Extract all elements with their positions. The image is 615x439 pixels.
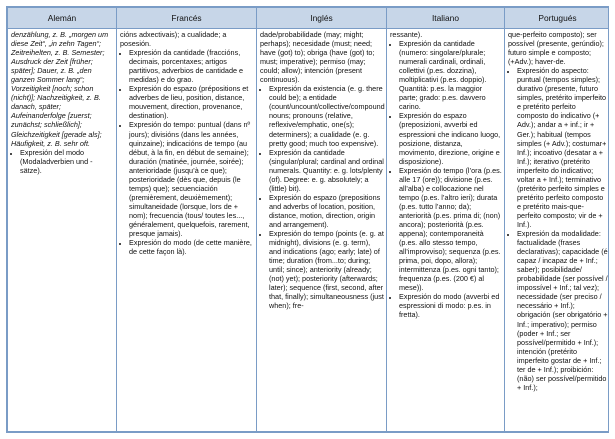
header-portugues: Portugués bbox=[505, 8, 610, 29]
cell-intro-text: cións adxectivais); a cualidade; a posesión. bbox=[120, 30, 227, 49]
cell-bullet-list bbox=[11, 148, 114, 175]
cell-aleman bbox=[8, 29, 117, 432]
list-item: • Expresión da cantidade (singular/plural; cardinal and ordinal numerals. Quantity: e. g. lots/plenty (of). Degree: e. g. absolutely; a (little) bit). bbox=[269, 148, 384, 193]
cell-italiano bbox=[387, 29, 505, 432]
language-comparison-table bbox=[7, 7, 609, 432]
cell-intro-text: que-perfeito composto); ser possível (presente, gerúndio); futuro simple e composto; (+Adv.); haver-de. bbox=[508, 30, 604, 67]
content-row bbox=[8, 29, 610, 432]
header-aleman: Alemán bbox=[8, 8, 117, 29]
list-item: • Expresión do tempo (points (e. g. at midnight), divisions (e. g. term), and indications (ago; early; late) of time; duration (from...to; during; until; since); anteriority (already; (not) yet); posteriority (afterwards; later); sequence (first, second, after that, finally); simultaneousness (just when); fre- bbox=[269, 229, 384, 310]
list-item: • Expresión da cantidade (numero: singolare/plurale; numerali cardinali, ordinali, collettivi (p.es. dozzina), moltiplicativi (p.es. doppio). Quantità: p.es. la maggior parte; grado: p.es. davvero carino. bbox=[399, 39, 502, 111]
list-item: • Expresión da existencia (e. g. there could be); a entidade (count/uncount/collective/compound nouns; pronouns (relative, reflexive/emphatic, one(s); determiners); a cualidade (e. g. pretty good; much too expensive). bbox=[269, 84, 384, 147]
cell-intro-text: denzählung, z. B. „morgen um diese Zeit“, „in zehn Tagen“; Zeitreihelten, z. B. Semester; Ausdruck der Zeit [früher; später]; Dauer, z. B. „den ganzen Sommer lang“; Vorzeitigkeit [noch; schon (nicht)]; Nachzeitigkeit, z. B. danach, später; Aufeinanderfolge [zuerst; zunächst; schließlich]; Gleichzeitigkeit [gerade als]; Häufigkeit, z. B. sehr oft. bbox=[11, 30, 109, 148]
list-item: • Expresión da modalidade: factualidade (frases declarativas); capacidade (é capaz / incapaz de + Inf.; saber); posibilidade/ probabilidade (ser possível / impossível + Inf.; tal vez); necessidade (ser preciso / necessário + Inf.); obrigación (ser obrigatório + Inf.; imperativo); permiso (poder + Inf.; ser possível/permitido + Inf.); intención (pretérito imperfeito gostar de + Inf.; ter de + Inf.); proibición: (não) ser possível/permitido + Inf.); bbox=[517, 229, 608, 392]
header-row bbox=[8, 8, 610, 29]
cell-frances bbox=[117, 29, 257, 432]
list-item: • Expresión do tempo (l’ora (p.es. alle 17 (ore)); divisione (p.es. all’alba) e collocazione nel tempo (p.es. l’altro ieri); durata (p.es. tutto l’anno; da); anteriorità (p.es. prima di; (non) ancora); posteriorità (p.es. appena); contemporaneità (p.es. allo stesso tempo, all’improvviso); sequenza (p.es. prima, poi, dopo, allora); intermittenza (p.es. ogni tanto); frequenza (p.es. (200 €) al mese)). bbox=[399, 166, 502, 293]
cell-portugues bbox=[505, 29, 610, 432]
list-item: • Expresión do espazo (prépositions et adverbes de lieu, position, distance, mouvement, direction, provenance, destination). bbox=[129, 84, 254, 120]
cell-ingles bbox=[257, 29, 387, 432]
cell-bullet-list bbox=[260, 84, 384, 310]
cell-intro-text: dade/probabilidade (may; might; perhaps); necesidade (must; need; have (got) to); obriga (have (got) to; must; imperative); permiso (may; could; allow); intención (present continuous). bbox=[260, 30, 375, 85]
header-frances: Francés bbox=[117, 8, 257, 29]
header-italiano: Italiano bbox=[387, 8, 505, 29]
list-item: • Expresión do modo (de cette manière, de cette façon là). bbox=[129, 238, 254, 256]
list-item: • Expresión del modo (Modaladverbien und -sätze). bbox=[20, 148, 114, 175]
document-table-container bbox=[6, 6, 609, 433]
list-item: • Expresión do modo (avverbi ed espressioni di modo: p.es. in fretta). bbox=[399, 292, 502, 319]
list-item: • Expresión do aspecto: puntual (tempos simples); durativo (presente, futuro simples, pretérito imperfeito e pretérito perfeito composto do indicativo (+ Adv.); andar a + inf.; ir + Ger.); habitual (tempos simples (+ Adv.); costumar+ Inf.); incoativo (desatar a + Inf.); iterativo (pretérito imperfeito do indicativo; voltar a + Inf.); terminativo (pretérito perfeito simples e pretérito perfeito composto e pretérito mais-que-perfeito composto; vir de + Inf.). bbox=[517, 66, 608, 229]
header-ingles: Inglés bbox=[257, 8, 387, 29]
cell-bullet-list bbox=[508, 66, 608, 392]
cell-bullet-list bbox=[120, 48, 254, 256]
list-item: • Expresión do espazo (prepositions and adverbs of location, position, distance, motion, direction, origin and arrangement). bbox=[269, 193, 384, 229]
list-item: • Expresión do tempo: puntual (dans nº jours); divisións (dans les années, quinzaine); indicacións de tempo (au début, à la fin, en début de semaine); duración (matinée, journée, soirée); anterioridade (jusqu’à ce que); posterioridade (dès que, depuis (le temps) que); secuenciación (premièrement, deuxièmement); simultaneidade (lorsque, lors de + nom); frecuencia (tous/ toutes les..., généralement, quelquefois, rarement, presque jamais). bbox=[129, 120, 254, 238]
list-item: • Expresión da cantidade (fraccións, decimais, porcentaxes; artigos partitivos, adverbios de cantidade e medidas) e do grao. bbox=[129, 48, 254, 84]
cell-bullet-list bbox=[390, 39, 502, 319]
list-item: • Expresión do espazo (preposizioni, avverbi ed espressioni che indicano luogo, posizione, distanza, movimento, direzione, origine e disposizione). bbox=[399, 111, 502, 165]
cell-intro-text: ressante). bbox=[390, 30, 423, 39]
